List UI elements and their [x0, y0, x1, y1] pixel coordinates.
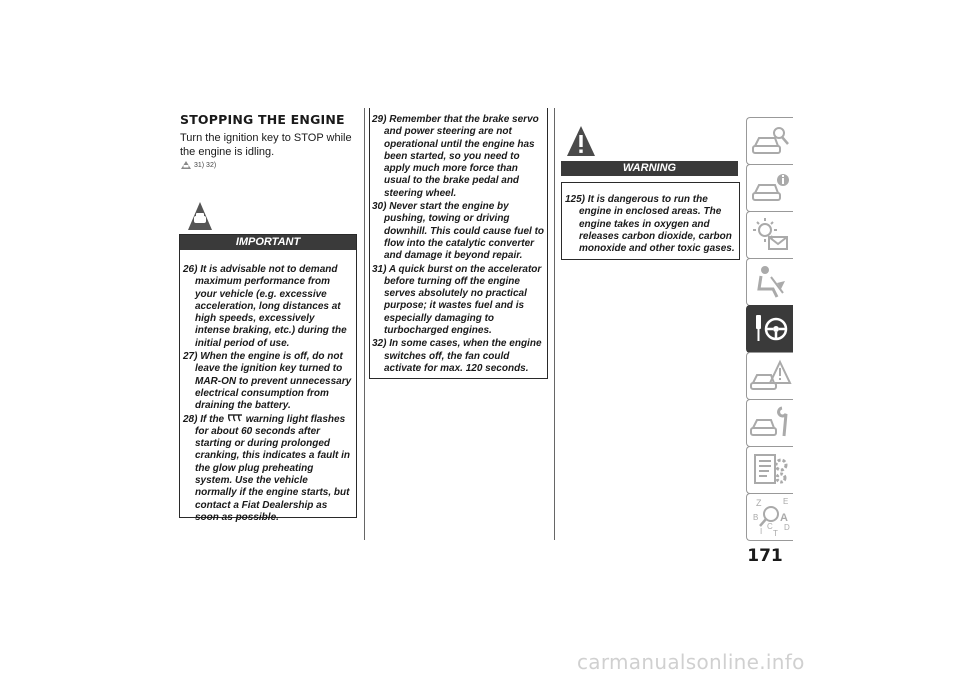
warning-title: WARNING [561, 161, 738, 176]
letter-z: Z [756, 498, 762, 508]
list-gear-icon [747, 447, 793, 493]
column-divider-2 [554, 108, 555, 540]
note-26: 26) It is advisable not to demand maximum performance from your vehicle (e.g. excessive acceleration, long distances at high speeds, excessively intense braking, etc.) during the initial period of use. [183, 264, 347, 349]
note-30: 30) Never start the engine by pushing, towing or driving downhill. This could cause fuel to flow into the catalytic converter and damage it beyond repair. [372, 201, 545, 262]
tab-list-gear[interactable] [746, 446, 793, 494]
letter-d: D [784, 523, 790, 532]
car-wrench-icon [747, 400, 793, 446]
note-27: 27) When the engine is off, do not leave the ignition key turned to MAR-ON to prevent unnecessary electrical consumption from draining the battery. [183, 351, 352, 412]
letter-b: B [753, 513, 759, 522]
watermark: carmanualsonline.info [577, 650, 805, 674]
tab-starting-driving[interactable] [746, 305, 793, 353]
seat-airbag-icon [747, 259, 793, 305]
column-divider-1 [364, 108, 365, 540]
reference-row [180, 160, 216, 170]
tab-car-warning[interactable] [746, 352, 793, 400]
tab-car-info[interactable] [746, 164, 793, 212]
car-info-icon [747, 165, 793, 211]
tab-alphabet-index[interactable] [746, 493, 793, 541]
tab-car-search[interactable] [746, 117, 793, 165]
important-box [179, 234, 357, 523]
page-title: STOPPING THE ENGINE [180, 112, 345, 127]
tab-light-message[interactable] [746, 211, 793, 259]
note-31: 31) A quick burst on the accelerator before turning off the engine serves absolutely no practical purpose; it wastes fuel and is especially damaging to turbocharged engines. [372, 263, 542, 337]
alphabet-search-icon [747, 494, 793, 540]
car-skid-icon [187, 201, 213, 231]
glow-plug-icon [227, 414, 243, 423]
letter-e: E [783, 497, 789, 506]
car-search-icon [747, 118, 793, 164]
note-28: 28) If the warning light flashes for about 60 seconds after starting or during prolonged cranking, this indicates a fault in the glow plug preheating system. Use the vehicle normally if the engine starts, but contact a Fiat Dealership as soon as possible. [183, 413, 351, 523]
reference-numbers: 31) 32) [194, 161, 217, 169]
letter-i: I [760, 527, 763, 536]
page-number: 171 [747, 546, 783, 566]
light-message-icon [747, 212, 793, 258]
tab-seat-airbag[interactable] [746, 258, 793, 306]
car-warning-icon [747, 353, 793, 399]
car-warning-icon [180, 160, 192, 170]
note-125: 125) It is dangerous to run the engine in enclosed areas. The engine takes in oxygen and releases carbon dioxide, carbon monoxide and other toxic gases. [565, 194, 735, 255]
note-29: 29) Remember that the brake servo and power steering are not operational until the engine has been started, so you need to apply much more force than usual to the brake pedal and steering wheel. [372, 114, 539, 199]
key-steering-wheel-icon [747, 306, 793, 352]
warning-box [561, 182, 740, 260]
intro-text: Turn the ignition key to STOP while the engine is idling. [180, 132, 352, 158]
warning-triangle-icon [566, 125, 596, 157]
letter-c: C [767, 522, 773, 531]
note-32: 32) In some cases, when the engine switches off, the fan could activate for max. 120 seconds. [372, 338, 542, 374]
letter-t: T [773, 529, 778, 538]
notes-box-middle [369, 108, 548, 379]
letter-a: A [780, 512, 788, 524]
important-title: IMPORTANT [180, 235, 356, 250]
tab-car-wrench[interactable] [746, 399, 793, 447]
